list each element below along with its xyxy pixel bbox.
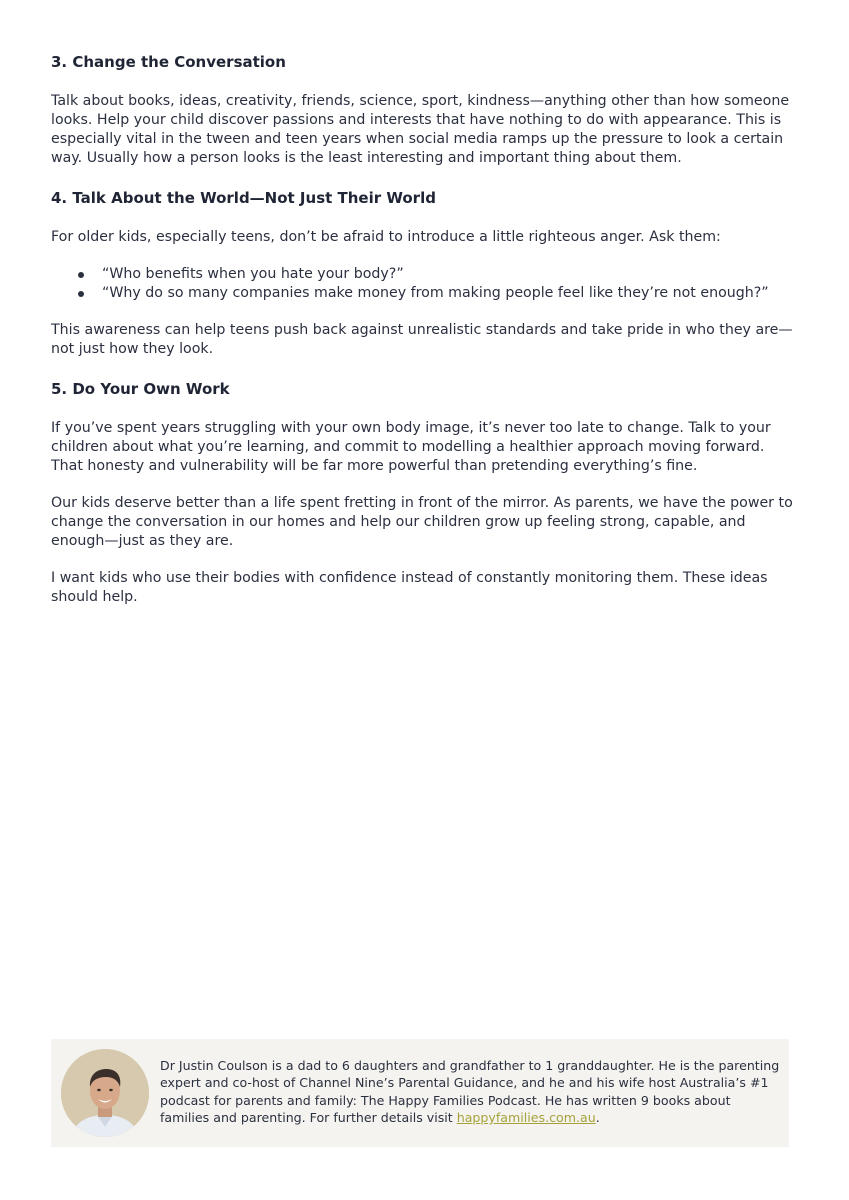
author-bio-box xyxy=(51,1039,789,1147)
bio-description: Dr Justin Coulson is a dad to 6 daughters and grandfather to 1 granddaughter. He is the parenting expert and co-host of Channel Nine’s Parental Guidance, and he and his wife host Australia’s #1 podcast for parents and family: The Happy Families Podcast. He has written 9 books about families and parenting. For further details visit xyxy=(160,1058,780,1126)
section-paragraph: I want kids who use their bodies with confidence instead of constantly monitoring them. These ideas should help. xyxy=(51,570,768,605)
section-paragraph: If you’ve spent years struggling with your own body image, it’s never too late to change. Talk to your children about what you’re learning, and commit to modelling a healthier approach moving forward. That honesty and vulnerability will be far more powerful than pretending everything’s fine. xyxy=(51,420,771,474)
section-paragraph: Our kids deserve better than a life spent fretting in front of the mirror. As parents, we have the power to change the conversation in our homes and help our children grow up feeling strong, capable, and enough—just as they are. xyxy=(51,495,793,549)
list-item: “Why do so many companies make money from making people feel like they’re not enough?” xyxy=(51,284,796,303)
section-paragraph: Talk about books, ideas, creativity, friends, science, sport, kindness—anything other than how someone looks. Help your child discover passions and interests that have nothing to do with appearance. This is especially vital in the tween and teen years when social media ramps up the pressure to look a certain way. Usually how a person looks is the least interesting and important thing about them. xyxy=(51,93,790,166)
author-bio-text xyxy=(160,1057,782,1127)
author-photo-icon xyxy=(61,1049,149,1137)
section-heading-talk-about-world: 4. Talk About the World—Not Just Their World xyxy=(51,189,436,207)
section-heading-do-your-own-work: 5. Do Your Own Work xyxy=(51,380,230,398)
section-intro: For older kids, especially teens, don’t be afraid to introduce a little righteous anger. Ask them: xyxy=(51,229,721,245)
section-heading-change-conversation: 3. Change the Conversation xyxy=(51,53,286,71)
article-body xyxy=(51,50,796,625)
bio-suffix: . xyxy=(595,1110,600,1126)
website-link[interactable]: happyfamilies.com.au xyxy=(456,1110,596,1126)
avatar xyxy=(61,1049,149,1137)
section-paragraph: This awareness can help teens push back against unrealistic standards and take pride in who they are—not just how they look. xyxy=(51,322,793,357)
question-list xyxy=(51,265,796,303)
list-item: “Who benefits when you hate your body?” xyxy=(51,265,796,284)
